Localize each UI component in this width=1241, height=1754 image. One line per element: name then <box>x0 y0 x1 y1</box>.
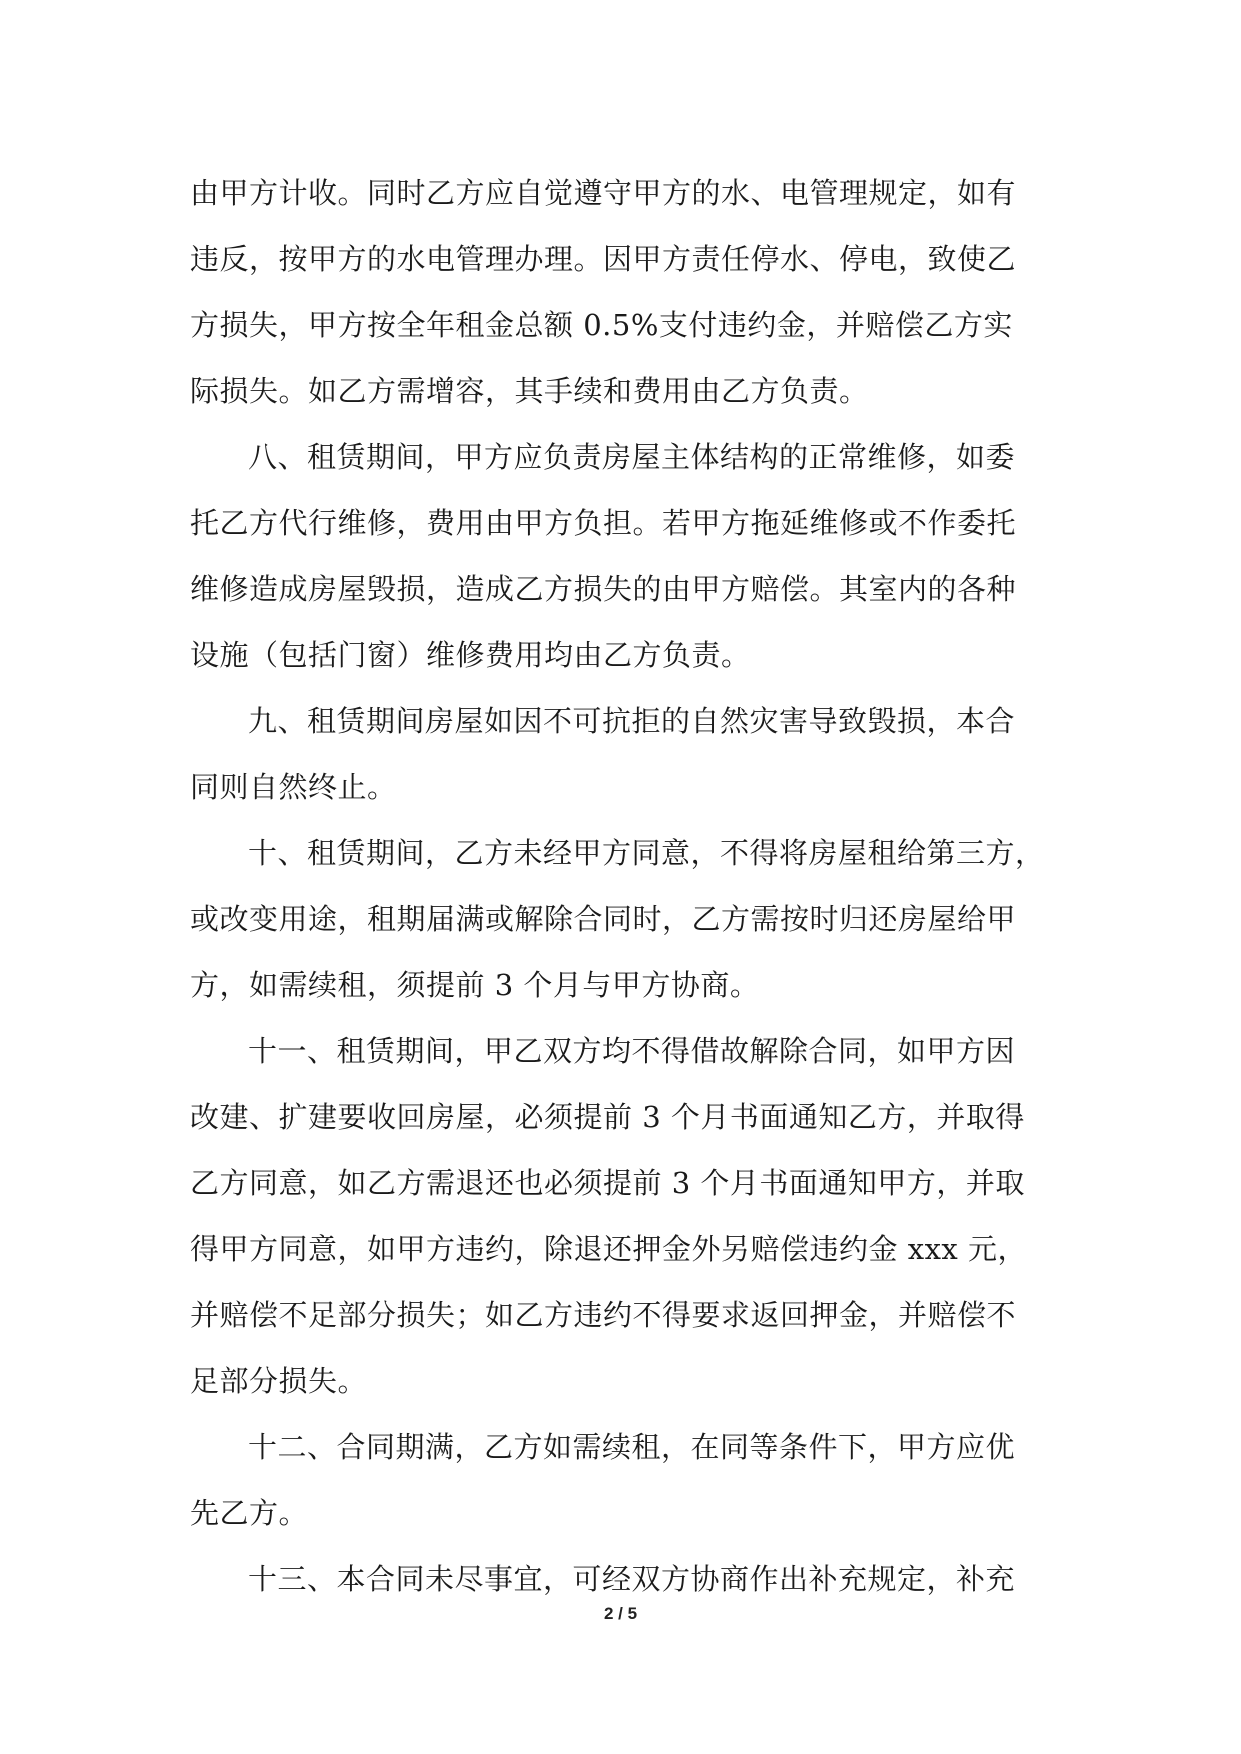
text-line: 托乙方代行维修，费用由甲方负担。若甲方拖延维修或不作委托 <box>190 506 1017 540</box>
paragraph <box>190 1018 1060 1414</box>
text-line: 足部分损失。 <box>190 1364 368 1398</box>
paragraph <box>190 1414 1060 1546</box>
text-line: 由甲方计收。同时乙方应自觉遵守甲方的水、电管理规定，如有 <box>190 176 1017 210</box>
text-line: 方，如需续租，须提前 3 个月与甲方协商。 <box>190 968 760 1002</box>
text-line: 设施（包括门窗）维修费用均由乙方负责。 <box>190 638 751 672</box>
text-line: 改建、扩建要收回房屋，必须提前 3 个月书面通知乙方，并取得 <box>190 1100 1025 1134</box>
paragraph <box>190 820 1060 1018</box>
text-line: 同则自然终止。 <box>190 770 397 804</box>
text-line: 得甲方同意，如甲方违约，除退还押金外另赔偿违约金 xxx 元， <box>190 1232 1028 1266</box>
document-body <box>190 160 1060 1612</box>
paragraph <box>190 1546 1060 1612</box>
text-line: 九、租赁期间房屋如因不可抗拒的自然灾害导致毁损，本合 <box>248 704 1016 738</box>
text-line: 十一、租赁期间，甲乙双方均不得借故解除合同，如甲方因 <box>248 1034 1016 1068</box>
paragraph <box>190 688 1060 820</box>
text-line: 乙方同意，如乙方需退还也必须提前 3 个月书面通知甲方，并取 <box>190 1166 1025 1200</box>
text-line: 十、租赁期间，乙方未经甲方同意，不得将房屋租给第三方， <box>248 836 1045 870</box>
text-line: 方损失，甲方按全年租金总额 0.5%支付违约金，并赔偿乙方实 <box>190 308 1013 342</box>
page-number: 2 / 5 <box>603 1604 638 1623</box>
text-line: 违反，按甲方的水电管理办理。因甲方责任停水、停电，致使乙 <box>190 242 1017 276</box>
text-line: 或改变用途，租期届满或解除合同时，乙方需按时归还房屋给甲 <box>190 902 1017 936</box>
text-line: 十二、合同期满，乙方如需续租，在同等条件下，甲方应优 <box>248 1430 1016 1464</box>
text-line: 并赔偿不足部分损失；如乙方违约不得要求返回押金，并赔偿不 <box>190 1298 1017 1332</box>
paragraph <box>190 160 1060 424</box>
text-line: 先乙方。 <box>190 1496 309 1530</box>
text-line: 维修造成房屋毁损，造成乙方损失的由甲方赔偿。其室内的各种 <box>190 572 1017 606</box>
text-line: 八、租赁期间，甲方应负责房屋主体结构的正常维修，如委 <box>248 440 1016 474</box>
text-line: 十三、本合同未尽事宜，可经双方协商作出补充规定，补充 <box>248 1562 1016 1596</box>
paragraph <box>190 424 1060 688</box>
text-line: 际损失。如乙方需增容，其手续和费用由乙方负责。 <box>190 374 869 408</box>
